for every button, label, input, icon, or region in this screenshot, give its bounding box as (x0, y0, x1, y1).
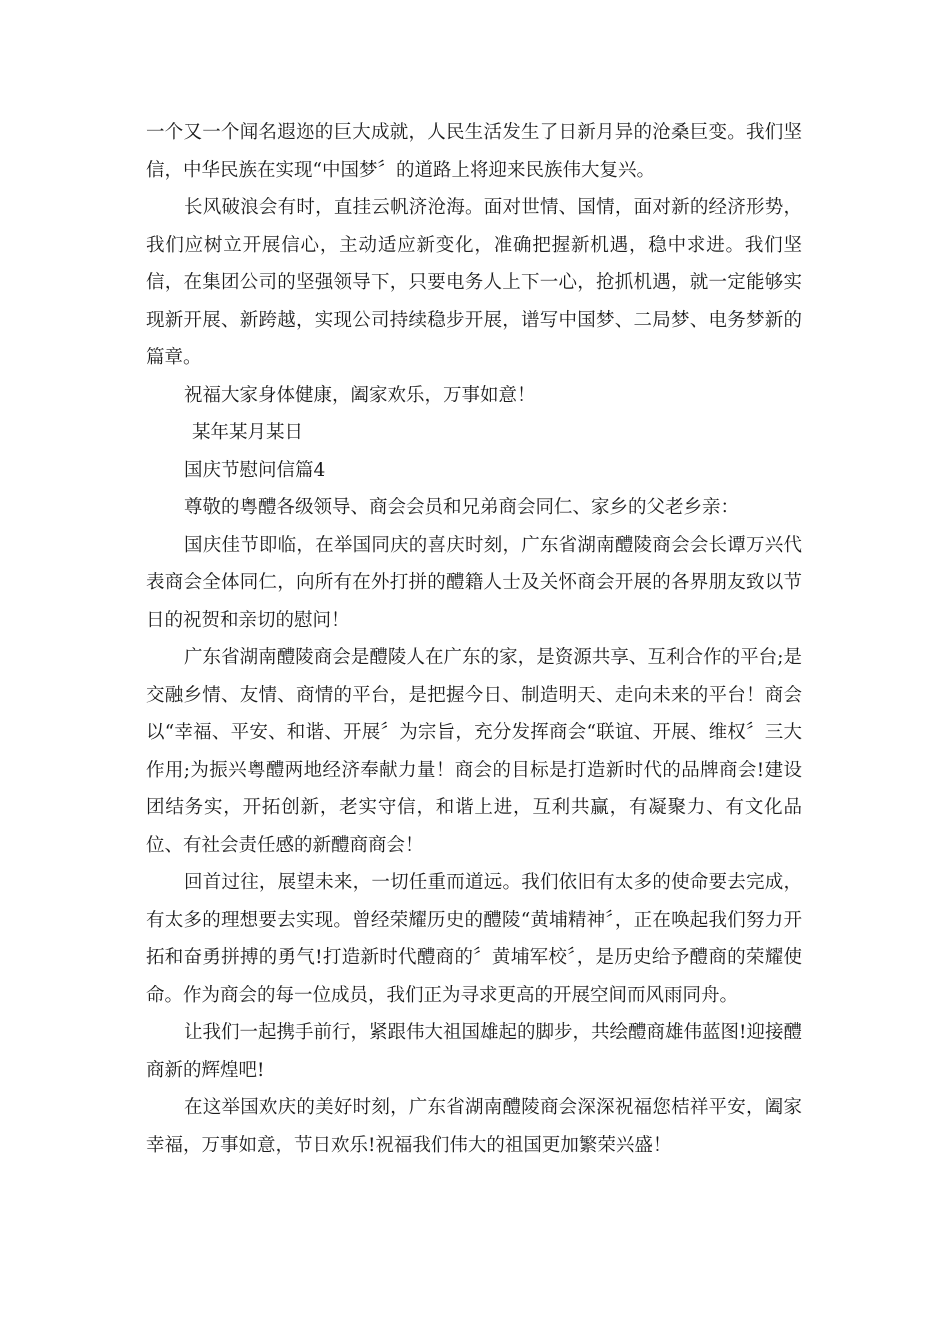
paragraph-greeting: 国庆佳节即临，在举国同庆的喜庆时刻，广东省湖南醴陵商会会长谭万兴代表商会全体同仁，向所有在外打拼的醴籍人士及关怀商会开展的各界朋友致以节日的祝贺和亲切的慰问！ (146, 534, 802, 631)
salutation: 尊敬的粤醴各级领导、商会会员和兄弟商会同仁、家乡的父老乡亲： (184, 497, 740, 518)
paragraph-closing-blessing: 在这举国欢庆的美好时刻，广东省湖南醴陵商会深深祝福您桔祥平安，阖家幸福，万事如意，节日欢乐!祝福我们伟大的祖国更加繁荣兴盛！ (146, 1097, 802, 1156)
date-line: 某年某月某日 (192, 422, 304, 443)
section-title: 国庆节慰问信篇4 (184, 459, 326, 481)
paragraph-call-to-action: 让我们一起携手前行，紧跟伟大祖国雄起的脚步，共绘醴商雄伟蓝图!迎接醴商新的辉煌吧! (146, 1022, 802, 1081)
paragraph-review: 回首过往，展望未来，一切任重而道远。我们依旧有太多的使命要去完成，有太多的理想要去实现。曾经荣耀历史的醴陵“黄埔精神〞，正在唤起我们努力开拓和奋勇拼搏的勇气!打造新时代醴商的〞黄埔军校〞，是历史给予醴商的荣耀使命。作为商会的每一位成员，我们正为寻求更高的开展空间而风雨同舟。 (146, 872, 803, 1006)
document-page (146, 114, 802, 1164)
paragraph-continuation: 一个又一个闻名遐迩的巨大成就，人民生活发生了日新月异的沧桑巨变。我们坚信，中华民族在实现“中国梦〞的道路上将迎来民族伟大复兴。 (146, 122, 802, 181)
paragraph-blessing: 祝福大家身体健康，阖家欢乐，万事如意！ (184, 384, 536, 406)
paragraph-chamber-intro: 广东省湖南醴陵商会是醴陵人在广东的家，是资源共享、互利合作的平台;是交融乡情、友情、商情的平台，是把握今日、制造明天、走向未来的平台！商会以“幸福、平安、和谐、开展〞为宗旨，充分发挥商会“联谊、开展、维权〞三大作用;为振兴粤醴两地经济奉献力量！商会的目标是打造新时代的品牌商会!建设团结务实，开拓创新，老实守信，和谐上进，互利共赢，有凝聚力、有文化品位、有社会责任感的新醴商商会！ (146, 647, 802, 856)
paragraph-outlook: 长风破浪会有时，直挂云帆济沧海。面对世情、国情，面对新的经济形势，我们应树立开展信心，主动适应新变化，准确把握新机遇，稳中求进。我们坚信，在集团公司的坚强领导下，只要电务人上下一心，抢抓机遇，就一定能够实现新开展、新跨越，实现公司持续稳步开展，谱写中国梦、二局梦、电务梦新的篇章。 (146, 197, 802, 368)
